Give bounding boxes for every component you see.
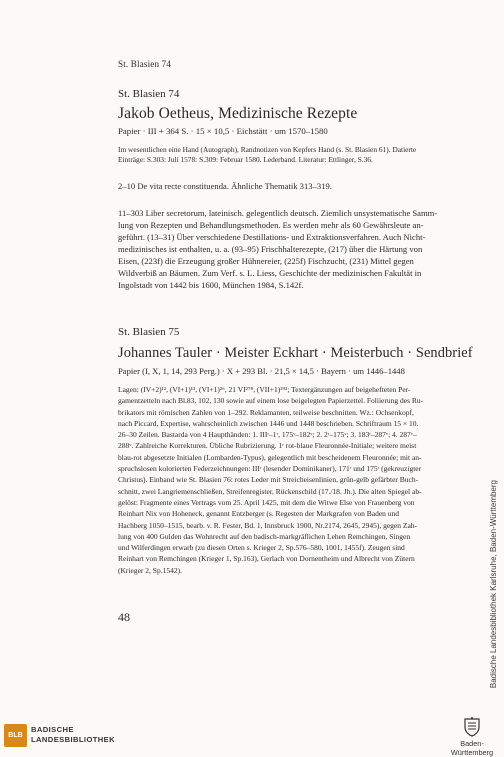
- entry-74-physical: Papier · III + 364 S. · 15 × 10,5 · Eichstätt · um 1570–1580: [118, 126, 328, 136]
- entry-75-line: blau-rot abgesetzte Initialen (Lombarden-Typus), gelegentlich mit bescheidenem Fleuronnée; mit an-: [118, 452, 422, 462]
- running-head: St. Blasien 74: [118, 59, 172, 69]
- blb-line-1: BADISCHE: [31, 725, 74, 734]
- blb-badge-icon: BLB: [4, 724, 27, 747]
- entry-75-description: [118, 384, 498, 576]
- bw-logo: [440, 714, 504, 757]
- entry-75-line: Reinhart Nix von Hoheneck, genannt Entzberger (s. Regesten der Markgrafen von Baden und: [118, 509, 400, 519]
- entry-75-physical: Papier (I, X, 1, 14, 293 Perg.) · X + 293 Bl. · 21,5 × 14,5 · Bayern · um 1446–1448: [118, 366, 405, 376]
- entry-74-content-b-1: 11–303 Liber secretorum, lateinisch. gelegentlich deutsch. Ziemlich unsystematische Samm-: [118, 208, 438, 218]
- entry-74-content-a: 2–10 De vita recte constituenda. Ähnliche Thematik 313–319.: [118, 181, 332, 191]
- entry-74-content-b-5: Eisen, (223f) die Erzeugung großer Hühnereier, (225f) Fischzucht, (231) Mittel gegen: [118, 256, 414, 266]
- entry-75-line: Lagen: (IV+2)¹², (VI+1)¹³, (VI+1)²⁶, 21 VI²⁷⁸, (VII+1)²⁹³; Textergänzungen auf beigehefteten Per-: [118, 385, 411, 394]
- entry-75-line: und Wilferdingen erwarb (zu diesen Orten s. Krieger 2, Sp.576–580, 1001, 1455f). Zeugen sind: [118, 543, 405, 553]
- entry-75-line: spruchslosen kolorierten Federzeichnungen: IIIʳ (lesender Dominikaner), 171ʳ und 175ʳ (gekreuzigter: [118, 464, 422, 474]
- coat-of-arms-icon: [461, 716, 483, 738]
- blb-line-2: LANDESBIBLIOTHEK: [31, 735, 116, 744]
- entry-75-line: Reinhart von Remchingen (Krieger 1, Sp.163), Gerlach von Dornentheim und Albrecht von Zütern: [118, 554, 415, 564]
- blb-logo: [0, 722, 150, 751]
- entry-75-line: 288ᵛ. Zahlreiche Korrekturen. Übliche Rubrizierung. 1ʳ rot-blaue Fleuronnée-Initiale; weitere meist: [118, 441, 417, 451]
- entry-75-line: gamentzetteln nach Bl.83, 102, 130 sowie auf einem lose beigelegten Papierzettel. Foliierung des Ru-: [118, 396, 424, 406]
- entry-74-content-b-6: Wildverbiß an Bäumen. Zum Verf. s. L. Liess, Geschichte der medizinischen Fakultät in: [118, 268, 422, 278]
- entry-75-line: brikators mit römischen Zahlen von 1–292. Reklamanten, teilweise beschnitten. Wz.: Ochsenkopf,: [118, 407, 414, 417]
- entry-75-line: schnitt, zwei Langriemenschließen, Streifenregister, Rückenschild (17./18. Jh.). Die alten Spiegel ab-: [118, 486, 422, 496]
- page-number: 48: [118, 610, 130, 624]
- entry-75-line: Christus). Einband wie St. Blasien 76: rotes Leder mit Streicheisenlinien, grün-gelb gefärbter Buch-: [118, 475, 419, 485]
- entry-75-line: (Krieger 2, Sp.1542).: [118, 565, 182, 575]
- entry-74-content-b-2: lung von Rezepten und Behandlungsmethoden. Es werden mehr als 60 Gewährsleute an-: [118, 220, 424, 230]
- entry-74-content-b-4: medizinisches ist enthalten, u. a. (93–95) Frischhalterezepte, (217) über die Härtung von: [118, 244, 423, 254]
- entry-75-line: Hachberg 1050–1515, bearb. v. R. Fester, Bd. 1, Innsbruck 1900, Nr.2174, 2645, 2945), gegen Zah-: [118, 520, 418, 530]
- entry-75-line: gelöst: Fragmente eines Vertrags vom 25. April 1425, mit dem die Witwe Else von Frauenberg von: [118, 497, 415, 507]
- blb-wordmark: [31, 725, 115, 745]
- entry-75-title: Johannes Tauler · Meister Eckhart · Meisterbuch · Sendbrief: [118, 345, 473, 361]
- entry-75-line: lung von 400 Gulden das Wohnrecht auf den badisch-markgräflichen Lehen Remchingen, Singen: [118, 531, 411, 541]
- entry-74-notes-1: Im wesentlichen eine Hand (Autograph), Randnotizen von Kepfers Hand (s. St. Blasien 61). Datierte: [118, 145, 417, 154]
- entry-75-line: 26–30 Zeilen. Bastarda von 4 Haupthänden: 1. IIIʳ–1ʳ, 175ᵛ–182ᵛ; 2. 2ʳ–175ᵛ; 3. 183ʳ–287ᵛ; 4. 287ᵛ–: [118, 430, 417, 440]
- margin-provenance-text: Badische Landesbibliothek Karlsruhe, Baden-Württemberg: [489, 480, 498, 689]
- entry-74-signature: St. Blasien 74: [118, 88, 180, 100]
- entry-75-line: nach Piccard, Expertise, wahrscheinlich zwischen 1446 und 1448 beschrieben. Schriftraum 15 × 10.: [118, 418, 419, 428]
- bw-label: Baden-Württemberg: [450, 739, 494, 757]
- entry-74-notes-2: Einträge: S.303: Juli 1578: S.309: Februar 1580. Lederband. Literatur: Ettlinger, S.36.: [118, 155, 373, 164]
- entry-75-signature: St. Blasien 75: [118, 326, 180, 338]
- entry-74-title: Jakob Oetheus, Medizinische Rezepte: [118, 105, 358, 122]
- entry-74-content-b-7: Ingolstadt von 1442 bis 1600, München 1984, S.142f.: [118, 280, 304, 290]
- entry-74-content-b-3: geführt. (13–31) Über verschiedene Destillations- und Extraktionsverfahren. Auch Nicht-: [118, 232, 426, 242]
